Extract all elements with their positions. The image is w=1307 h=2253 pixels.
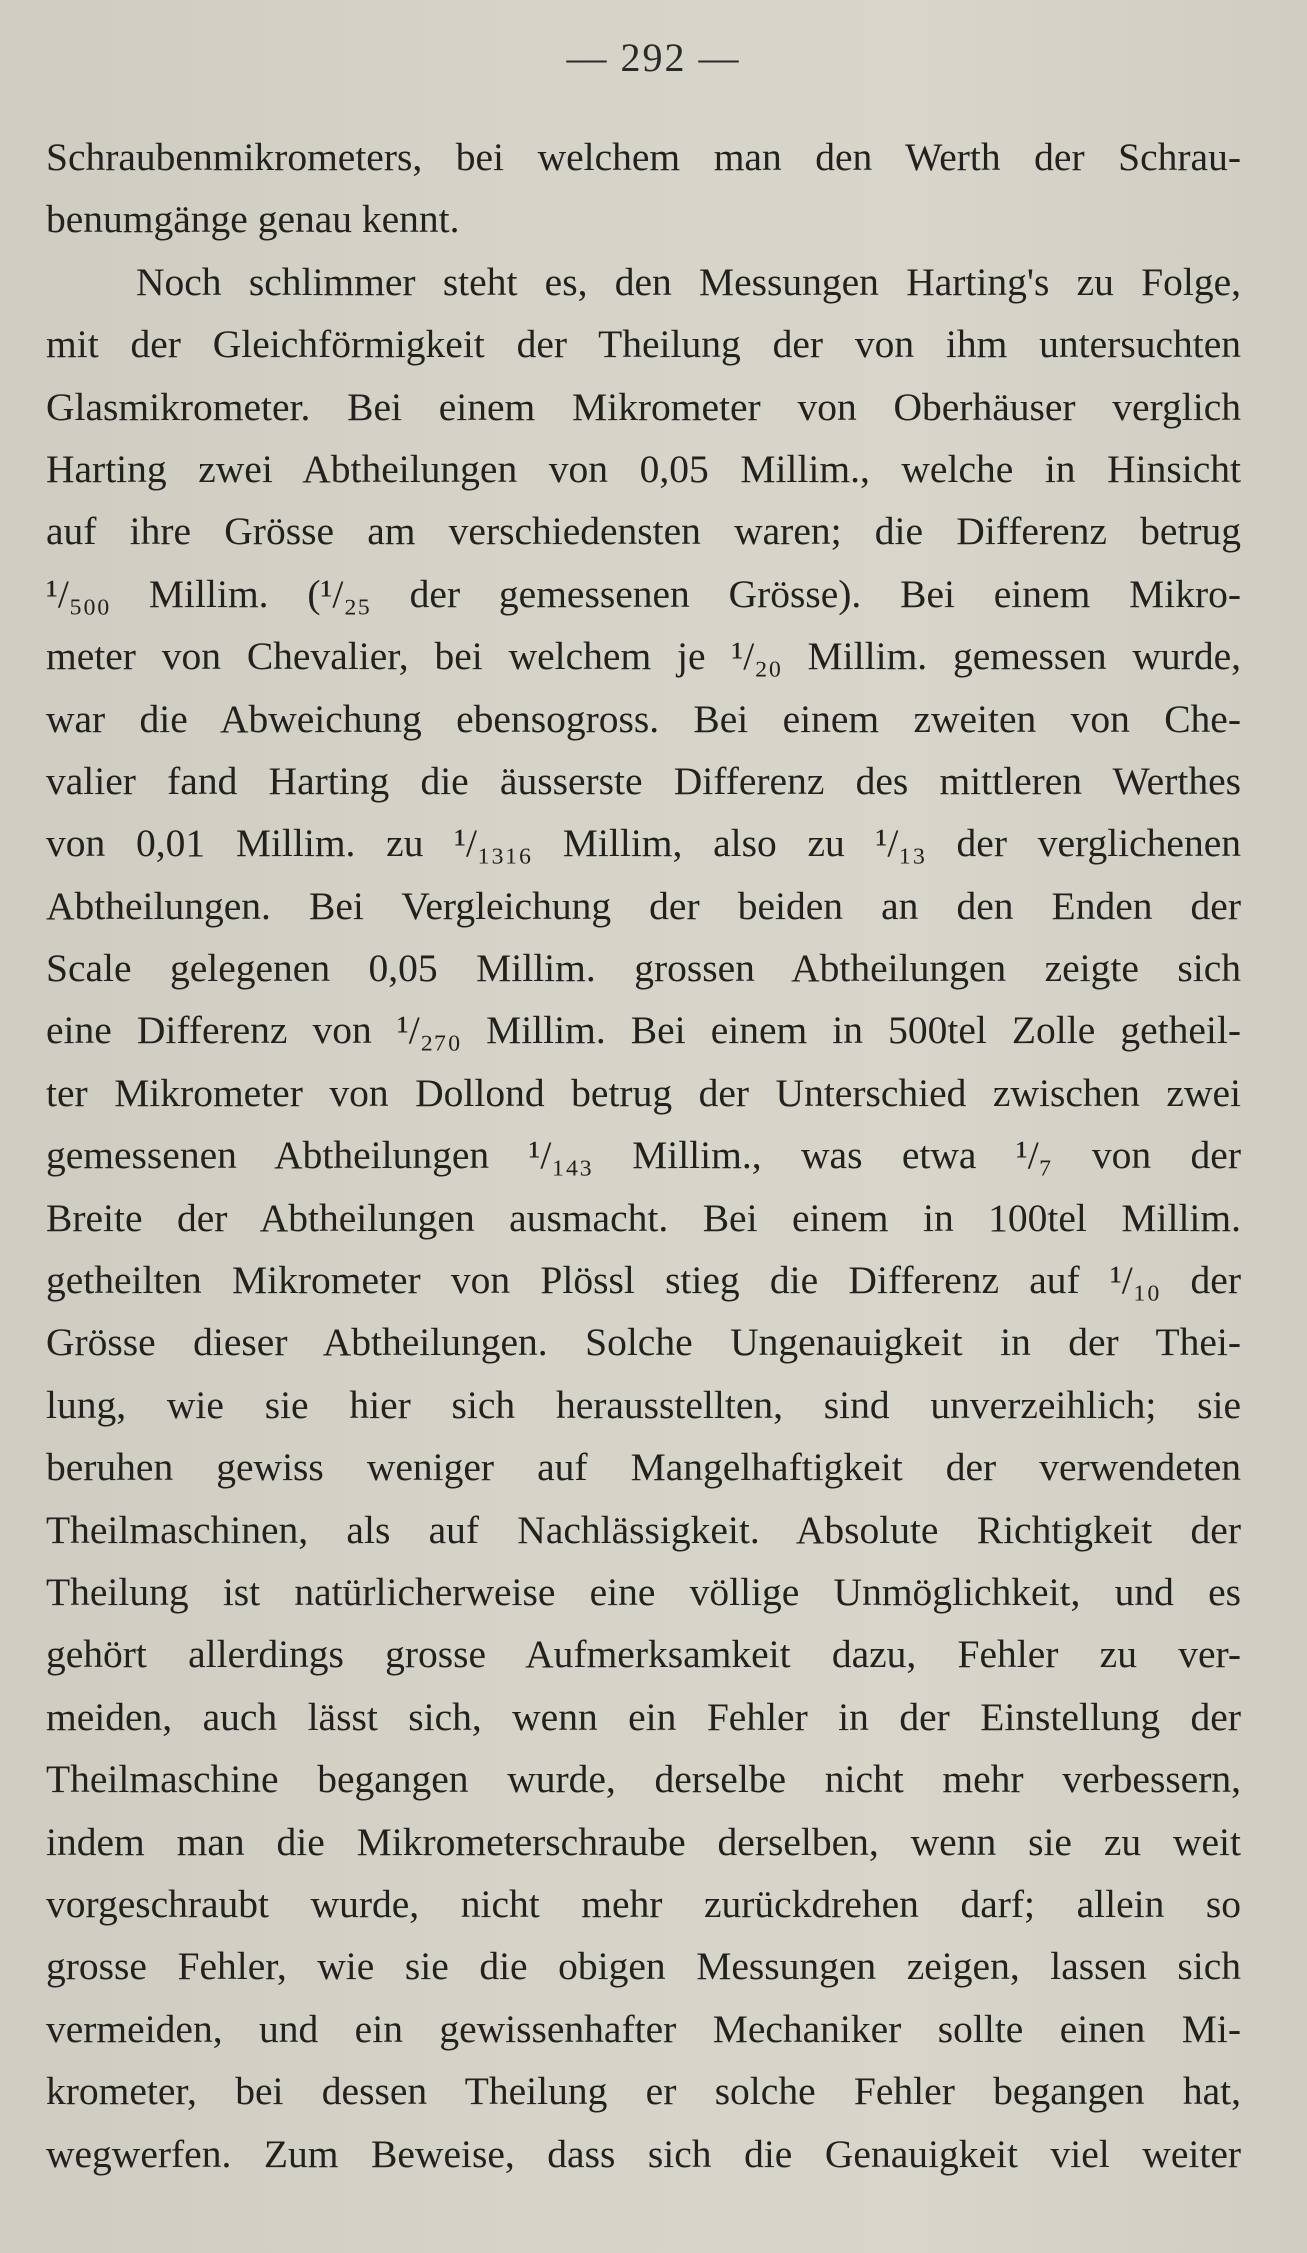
- body-text: [46, 126, 1241, 2185]
- text-line: krometer, bei dessen Theilung er solche Fehler begangen hat,: [46, 2069, 1241, 2114]
- text-line: Theilmaschine begangen wurde, derselbe nicht mehr verbessern,: [46, 1757, 1241, 1802]
- text-line: lung, wie sie hier sich herausstellten, sind unverzeihlich; sie: [46, 1382, 1241, 1427]
- text-line: Theilung ist natürlicherweise eine völlige Unmöglichkeit, und es: [46, 1569, 1241, 1614]
- text-line: gemessenen Abtheilungen ¹/₁₄₃ Millim., was etwa ¹/₇ von der: [46, 1133, 1241, 1178]
- text-line: Theilmaschinen, als auf Nachlässigkeit. Absolute Richtigkeit der: [46, 1507, 1241, 1552]
- text-line: meter von Chevalier, bei welchem je ¹/₂₀ Millim. gemessen wurde,: [46, 634, 1241, 679]
- text-line: Abtheilungen. Bei Vergleichung der beiden an den Enden der: [46, 883, 1241, 928]
- text-line: meiden, auch lässt sich, wenn ein Fehler in der Einstellung der: [46, 1694, 1241, 1739]
- text-line: war die Abweichung ebensogross. Bei einem zweiten von Che-: [46, 696, 1241, 741]
- text-line: getheilten Mikrometer von Plössl stieg die Differenz auf ¹/₁₀ der: [46, 1258, 1241, 1303]
- text-line: Schraubenmikrometers, bei welchem man den Werth der Schrau-: [46, 135, 1241, 179]
- text-line: vermeiden, und ein gewissenhafter Mechaniker sollte einen Mi-: [46, 2006, 1241, 2051]
- text-line: mit der Gleichförmigkeit der Theilung der von ihm untersuchten: [46, 322, 1241, 367]
- text-line: Glasmikrometer. Bei einem Mikrometer von Oberhäuser verglich: [46, 384, 1241, 429]
- text-line: Breite der Abtheilungen ausmacht. Bei einem in 100tel Millim.: [46, 1195, 1241, 1240]
- text-line: Grösse dieser Abtheilungen. Solche Ungenauigkeit in der Thei-: [46, 1320, 1241, 1365]
- text-line: valier fand Harting die äusserste Differenz des mittleren Werthes: [46, 758, 1241, 803]
- text-line: wegwerfen. Zum Beweise, dass sich die Genauigkeit viel weiter: [46, 2131, 1241, 2176]
- text-line: ter Mikrometer von Dollond betrug der Unterschied zwischen zwei: [46, 1070, 1241, 1115]
- text-line: grosse Fehler, wie sie die obigen Messungen zeigen, lassen sich: [46, 1944, 1241, 1989]
- text-line: Harting zwei Abtheilungen von 0,05 Millim., welche in Hinsicht: [46, 446, 1241, 491]
- text-line: gehört allerdings grosse Aufmerksamkeit dazu, Fehler zu ver-: [46, 1632, 1241, 1677]
- text-line: vorgeschraubt wurde, nicht mehr zurückdrehen darf; allein so: [46, 1881, 1241, 1926]
- text-line: auf ihre Grösse am verschiedensten waren; die Differenz betrug: [46, 509, 1241, 554]
- page-number-header: — 292 —: [566, 35, 741, 80]
- text-line: Scale gelegenen 0,05 Millim. grossen Abtheilungen zeigte sich: [46, 946, 1241, 991]
- text-line: indem man die Mikrometerschraube derselben, wenn sie zu weit: [46, 1819, 1241, 1864]
- text-line: beruhen gewiss weniger auf Mangelhaftigkeit der verwendeten: [46, 1445, 1241, 1490]
- text-line: eine Differenz von ¹/₂₇₀ Millim. Bei einem in 500tel Zolle getheil-: [46, 1008, 1241, 1053]
- text-line: Noch schlimmer steht es, den Messungen Harting's zu Folge,: [136, 259, 1241, 304]
- text-line: benumgänge genau kennt.: [46, 197, 460, 242]
- text-line: ¹/₅₀₀ Millim. (¹/₂₅ der gemessenen Grösse). Bei einem Mikro-: [46, 571, 1241, 616]
- text-line: von 0,01 Millim. zu ¹/₁₃₁₆ Millim, also zu ¹/₁₃ der verglichenen: [46, 821, 1241, 866]
